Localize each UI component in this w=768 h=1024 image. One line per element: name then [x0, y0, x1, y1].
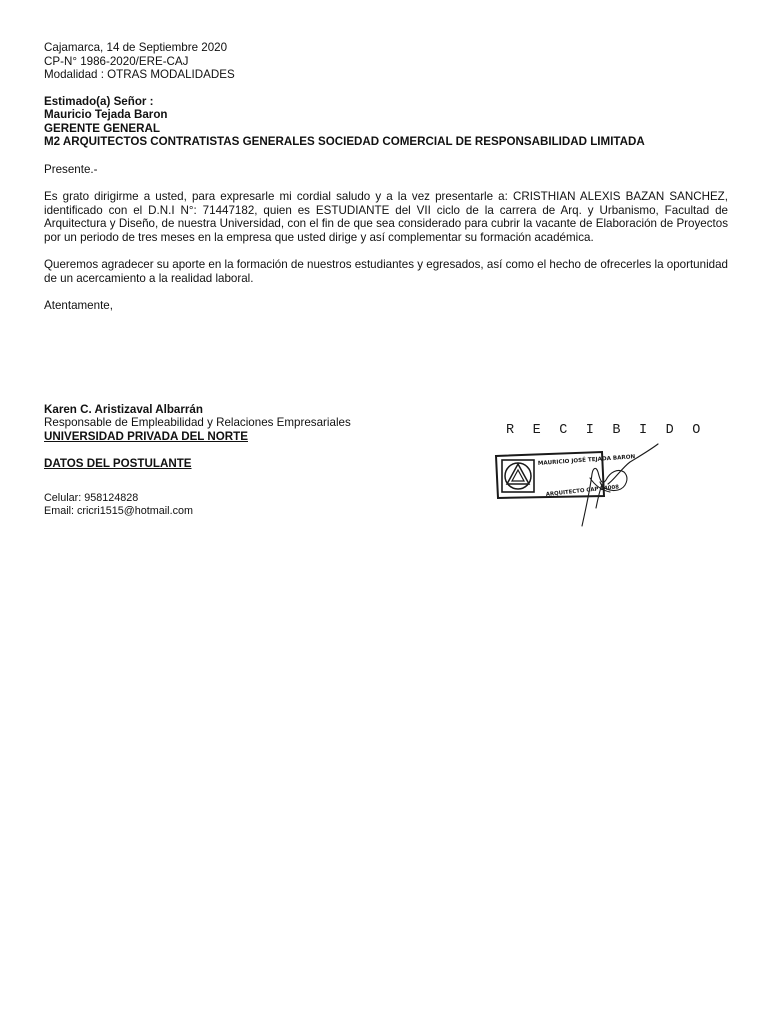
- stamp-logo-circle: [505, 463, 531, 489]
- signatory-institution: UNIVERSIDAD PRIVADA DEL NORTE: [44, 430, 248, 443]
- recipient-name: Mauricio Tejada Baron: [44, 108, 168, 121]
- paragraph-introduction: Es grato dirigirme a usted, para expresarle mi cordial saludo y a la vez presentarle a: CRISTHIAN ALEXIS BAZAN SANCHEZ, identificado con el D.N.I N°: 71447182, quien es ESTUDIANTE del VII ciclo de la carrera de Arq. y Urbanismo, Facultad de Arquitectura y Diseño, de nuestra Universidad, con el fin de que sea considerado para cubrir la vacante de Elaboración de Proyectos por un periodo de tres meses en la empresa que usted dirige y así complementar su formación académica.: [44, 190, 728, 244]
- reference-number: CP-N° 1986-2020/ERE-CAJ: [44, 54, 189, 68]
- applicant-phone: Celular: 958124828: [44, 492, 139, 504]
- closing: Atentamente,: [44, 299, 113, 312]
- opening: Presente.-: [44, 162, 98, 176]
- recipient-company: M2 ARQUITECTOS CONTRATISTAS GENERALES SOCIEDAD COMERCIAL DE RESPONSABILIDAD LIMITADA: [44, 135, 645, 148]
- recipient-position: GERENTE GENERAL: [44, 121, 160, 135]
- signatory-name: Karen C. Aristizaval Albarrán: [44, 403, 203, 416]
- place-date: Cajamarca, 14 de Septiembre 2020: [44, 41, 228, 54]
- applicant-email: Email: cricri1515@hotmail.com: [44, 505, 193, 517]
- stamp-title: ARQUITECTO CAP 14008: [545, 484, 620, 498]
- received-label: R E C I B I D O: [506, 423, 706, 438]
- modality: Modalidad : OTRAS MODALIDADES: [44, 68, 235, 81]
- received-stamp: [490, 438, 670, 530]
- stamp-name: MAURICIO JOSÉ TEJADA BARON: [537, 454, 636, 467]
- applicant-section-title: DATOS DEL POSTULANTE: [44, 457, 192, 470]
- salutation: Estimado(a) Señor :: [44, 94, 154, 108]
- paragraph-thanks: Queremos agradecer su aporte en la formación de nuestros estudiantes y egresados, así como el hecho de ofrecerles la oportunidad de un acercamiento a la realidad laboral.: [44, 258, 728, 285]
- signatory-role: Responsable de Empleabilidad y Relaciones Empresariales: [44, 416, 351, 429]
- letter-body: [44, 41, 728, 313]
